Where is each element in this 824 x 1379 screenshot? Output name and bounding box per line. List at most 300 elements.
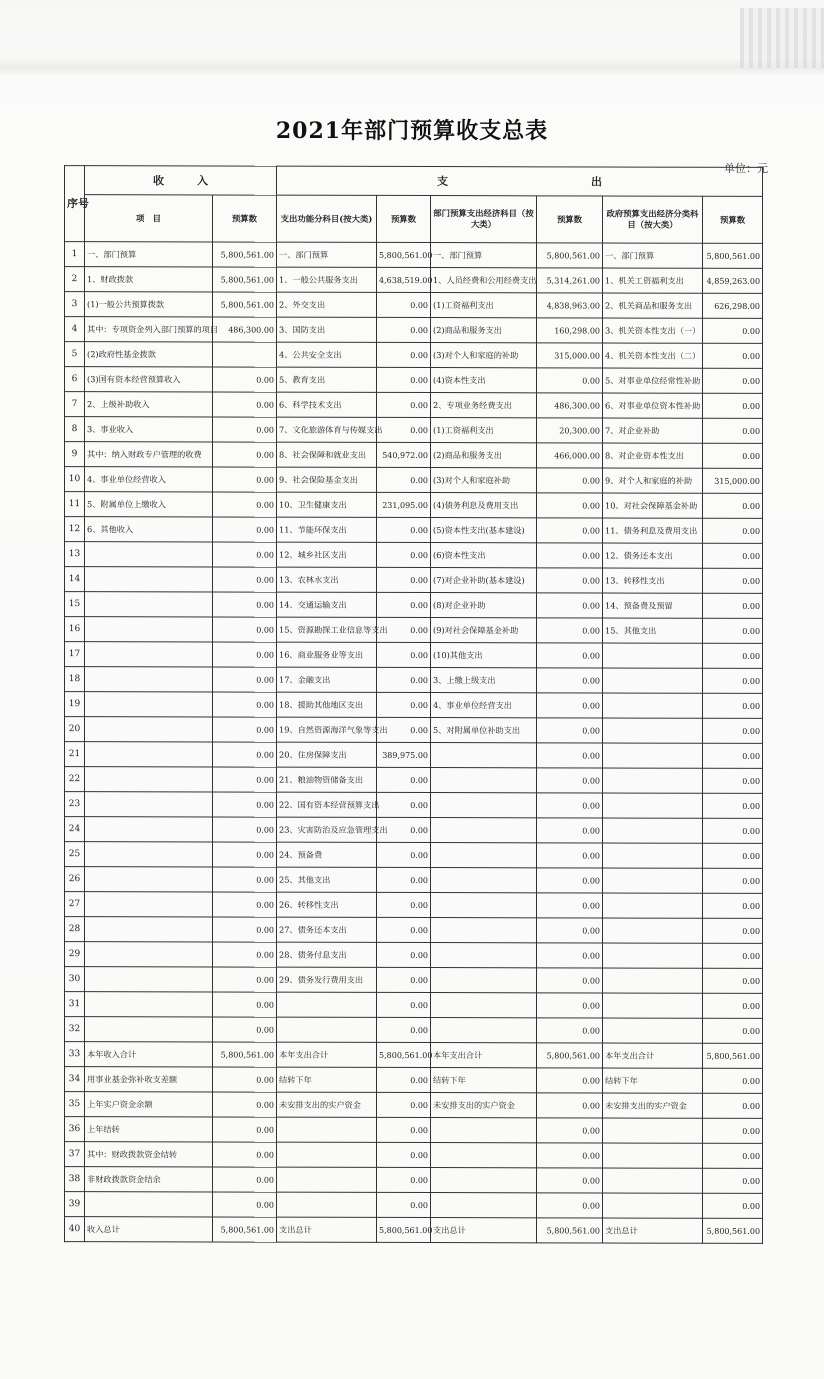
income-amount: 0.00 [213, 867, 277, 892]
func-class-amount: 0.00 [377, 342, 431, 367]
table-row [65, 1042, 763, 1069]
gov-econ-amount: 5,800,561.00 [703, 243, 763, 268]
dept-econ-amount: 0.00 [537, 943, 603, 968]
gov-econ-item: 15、其他支出 [603, 618, 703, 643]
dept-econ-item [431, 868, 537, 893]
income-item [85, 992, 213, 1017]
gov-econ-item: 10、对社会保障基金补助 [603, 493, 703, 518]
income-amount [213, 342, 277, 367]
func-class-amount: 0.00 [377, 692, 431, 717]
income-amount: 0.00 [213, 567, 277, 592]
func-class-item: 3、国防支出 [277, 317, 377, 342]
func-class-item: 6、科学技术支出 [277, 392, 377, 417]
row-number: 19 [65, 692, 85, 717]
table-row [65, 892, 763, 919]
dept-econ-item [431, 1193, 537, 1218]
gov-econ-item: 1、机关工资福利支出 [603, 268, 703, 293]
row-number: 28 [65, 917, 85, 942]
dept-econ-amount: 0.00 [537, 668, 603, 693]
func-class-amount: 0.00 [377, 567, 431, 592]
func-class-item: 11、节能环保支出 [277, 517, 377, 542]
gov-econ-amount: 0.00 [703, 943, 763, 968]
income-amount: 0.00 [213, 1192, 277, 1217]
func-class-amount: 0.00 [377, 642, 431, 667]
income-item: 本年收入合计 [85, 1042, 213, 1067]
table-row [65, 417, 763, 444]
gov-econ-amount: 0.00 [703, 1093, 763, 1118]
func-class-item: 19、自然资源海洋气象等支出 [277, 717, 377, 742]
gov-econ-amount: 0.00 [703, 893, 763, 918]
func-class-amount: 0.00 [377, 817, 431, 842]
dept-econ-amount: 0.00 [537, 743, 603, 768]
gov-econ-amount: 0.00 [703, 443, 763, 468]
gov-econ-amount: 0.00 [703, 668, 763, 693]
row-number: 38 [65, 1167, 85, 1192]
func-class-item: 10、卫生健康支出 [277, 492, 377, 517]
gov-econ-item [603, 1193, 703, 1218]
table-row [65, 1192, 763, 1219]
table-row [65, 367, 763, 394]
dept-econ-item: 结转下年 [431, 1068, 537, 1093]
table-row [65, 1167, 763, 1194]
func-class-amount: 0.00 [377, 992, 431, 1017]
dept-econ-amount: 0.00 [537, 968, 603, 993]
table-row [65, 567, 763, 594]
income-item [85, 792, 213, 817]
dept-econ-item: (4)债务利息及费用支出 [431, 493, 537, 518]
dept-econ-item [431, 918, 537, 943]
gov-econ-item: 5、对事业单位经常性补助 [603, 368, 703, 393]
dept-econ-item [431, 1118, 537, 1143]
gov-econ-item [603, 643, 703, 668]
dept-econ-amount: 486,300.00 [537, 393, 603, 418]
dept-econ-item [431, 843, 537, 868]
dept-econ-amount: 5,800,561.00 [537, 1218, 603, 1243]
income-item [85, 567, 213, 592]
func-class-item [277, 1142, 377, 1167]
gov-econ-amount: 0.00 [703, 968, 763, 993]
dept-econ-item: 支出总计 [431, 1218, 537, 1243]
func-class-item: 20、住房保障支出 [277, 742, 377, 767]
gov-econ-amount: 0.00 [703, 543, 763, 568]
income-item: 收入总计 [85, 1217, 213, 1242]
income-item [85, 717, 213, 742]
income-item: (1)一般公共预算拨款 [85, 292, 213, 317]
table-row [65, 967, 763, 994]
income-item [85, 842, 213, 867]
row-number: 36 [65, 1117, 85, 1142]
dept-econ-item: (1)工资福利支出 [431, 418, 537, 443]
func-class-amount: 0.00 [377, 467, 431, 492]
row-number: 22 [65, 767, 85, 792]
dept-econ-item: (3)对个人和家庭补助 [431, 468, 537, 493]
func-class-amount: 540,972.00 [377, 442, 431, 467]
dept-econ-item: 3、上缴上级支出 [431, 668, 537, 693]
row-number: 6 [65, 367, 85, 392]
income-item [85, 667, 213, 692]
func-class-item: 9、社会保险基金支出 [277, 467, 377, 492]
gov-econ-amount: 626,298.00 [703, 293, 763, 318]
table-row [65, 1217, 763, 1244]
table-row [65, 517, 763, 544]
row-number: 31 [65, 992, 85, 1017]
row-number: 24 [65, 817, 85, 842]
gov-econ-item [603, 943, 703, 968]
gov-econ-amount: 0.00 [703, 1143, 763, 1168]
row-number: 37 [65, 1142, 85, 1167]
table-row [65, 1142, 763, 1169]
func-class-amount: 0.00 [377, 517, 431, 542]
gov-econ-amount: 0.00 [703, 1118, 763, 1143]
dept-econ-amount: 0.00 [537, 543, 603, 568]
income-amount: 0.00 [213, 1067, 277, 1092]
income-amount: 0.00 [213, 592, 277, 617]
dept-econ-item [431, 743, 537, 768]
func-class-amount: 0.00 [377, 942, 431, 967]
income-amount: 0.00 [213, 517, 277, 542]
income-amount: 0.00 [213, 892, 277, 917]
income-amount: 0.00 [213, 1117, 277, 1142]
header-income-amount: 预算数 [213, 195, 277, 242]
func-class-amount: 0.00 [377, 967, 431, 992]
gov-econ-amount: 0.00 [703, 868, 763, 893]
row-number: 5 [65, 342, 85, 367]
gov-econ-amount: 0.00 [703, 718, 763, 743]
income-amount: 5,800,561.00 [213, 1217, 277, 1242]
header-dept-amount: 预算数 [537, 196, 603, 243]
income-item [85, 917, 213, 942]
func-class-item: 2、外交支出 [277, 292, 377, 317]
gov-econ-amount: 0.00 [703, 493, 763, 518]
income-amount: 0.00 [213, 417, 277, 442]
header-row-1 [65, 166, 763, 197]
gov-econ-amount: 0.00 [703, 793, 763, 818]
header-item: 项 目 [85, 195, 213, 242]
row-number: 11 [65, 492, 85, 517]
dept-econ-amount: 0.00 [537, 493, 603, 518]
dept-econ-item [431, 893, 537, 918]
func-class-item: 14、交通运输支出 [277, 592, 377, 617]
income-item: 上年结转 [85, 1117, 213, 1142]
table-row [65, 642, 763, 669]
func-class-item: 1、一般公共服务支出 [277, 267, 377, 292]
gov-econ-amount: 5,800,561.00 [703, 1218, 763, 1243]
dept-econ-amount: 0.00 [537, 1093, 603, 1118]
income-amount: 0.00 [213, 917, 277, 942]
table-row [65, 467, 763, 494]
income-item [85, 967, 213, 992]
header-seq: 序号 [65, 166, 85, 242]
row-number: 17 [65, 642, 85, 667]
func-class-amount: 0.00 [377, 542, 431, 567]
table-row [65, 292, 763, 319]
gov-econ-item: 14、预备费及预留 [603, 593, 703, 618]
income-item: (2)政府性基金拨款 [85, 342, 213, 367]
gov-econ-amount: 0.00 [703, 568, 763, 593]
func-class-item: 8、社会保障和就业支出 [277, 442, 377, 467]
dept-econ-item: 本年支出合计 [431, 1043, 537, 1068]
table-row [65, 592, 763, 619]
func-class-item: 26、转移性支出 [277, 892, 377, 917]
gov-econ-item [603, 693, 703, 718]
row-number: 27 [65, 892, 85, 917]
table-row [65, 542, 763, 569]
dept-econ-item: (8)对企业补助 [431, 593, 537, 618]
dept-econ-amount: 0.00 [537, 1143, 603, 1168]
func-class-item: 16、商业服务业等支出 [277, 642, 377, 667]
dept-econ-amount: 466,000.00 [537, 443, 603, 468]
dept-econ-item: 5、对附属单位补助支出 [431, 718, 537, 743]
row-number: 9 [65, 442, 85, 467]
dept-econ-item [431, 1018, 537, 1043]
table-row [65, 742, 763, 769]
gov-econ-amount: 0.00 [703, 768, 763, 793]
row-number: 23 [65, 792, 85, 817]
income-item [85, 817, 213, 842]
func-class-item: 支出总计 [277, 1217, 377, 1242]
gov-econ-item [603, 843, 703, 868]
dept-econ-amount: 5,314,261.00 [537, 268, 603, 293]
func-class-item: 17、金融支出 [277, 667, 377, 692]
dept-econ-item: (5)资本性支出(基本建设) [431, 518, 537, 543]
func-class-amount: 0.00 [377, 917, 431, 942]
func-class-amount: 5,800,561.00 [377, 242, 431, 267]
gov-econ-item [603, 993, 703, 1018]
row-number: 18 [65, 667, 85, 692]
income-amount: 0.00 [213, 817, 277, 842]
income-amount: 0.00 [213, 542, 277, 567]
income-item: 5、附属单位上缴收入 [85, 492, 213, 517]
gov-econ-item [603, 893, 703, 918]
income-item [85, 892, 213, 917]
row-number: 3 [65, 292, 85, 317]
table-row [65, 1117, 763, 1144]
dept-econ-item [431, 793, 537, 818]
income-item [85, 617, 213, 642]
row-number: 35 [65, 1092, 85, 1117]
row-number: 26 [65, 867, 85, 892]
dept-econ-item: 一、部门预算 [431, 243, 537, 268]
dept-econ-amount: 0.00 [537, 1193, 603, 1218]
gov-econ-amount: 0.00 [703, 643, 763, 668]
row-number: 32 [65, 1017, 85, 1042]
income-amount: 486,300.00 [213, 317, 277, 342]
gov-econ-amount: 0.00 [703, 518, 763, 543]
gov-econ-amount: 0.00 [703, 343, 763, 368]
row-number: 40 [65, 1217, 85, 1242]
dept-econ-amount: 0.00 [537, 368, 603, 393]
row-number: 4 [65, 317, 85, 342]
gov-econ-amount: 315,000.00 [703, 468, 763, 493]
dept-econ-amount: 0.00 [537, 1068, 603, 1093]
gov-econ-item [603, 1018, 703, 1043]
dept-econ-amount: 0.00 [537, 518, 603, 543]
func-class-amount: 0.00 [377, 1067, 431, 1092]
income-item [85, 692, 213, 717]
gov-econ-item: 2、机关商品和服务支出 [603, 293, 703, 318]
table-row [65, 617, 763, 644]
dept-econ-amount: 0.00 [537, 468, 603, 493]
dept-econ-item: (4)资本性支出 [431, 368, 537, 393]
gov-econ-amount: 0.00 [703, 593, 763, 618]
row-number: 8 [65, 417, 85, 442]
func-class-item [277, 992, 377, 1017]
gov-econ-amount: 4,859,263.00 [703, 268, 763, 293]
gov-econ-amount: 0.00 [703, 693, 763, 718]
gov-econ-item [603, 1118, 703, 1143]
row-number: 2 [65, 267, 85, 292]
gov-econ-amount: 0.00 [703, 1068, 763, 1093]
income-item [85, 867, 213, 892]
gov-econ-item [603, 718, 703, 743]
func-class-amount: 4,638,519.00 [377, 267, 431, 292]
income-item [85, 642, 213, 667]
income-amount: 0.00 [213, 467, 277, 492]
gov-econ-item [603, 668, 703, 693]
table-row [65, 917, 763, 944]
header-dept-econ: 部门预算支出经济科目（按大类） [431, 196, 537, 243]
func-class-item: 23、灾害防治及应急管理支出 [277, 817, 377, 842]
dept-econ-amount: 0.00 [537, 1018, 603, 1043]
income-item: 6、其他收入 [85, 517, 213, 542]
gov-econ-amount: 0.00 [703, 318, 763, 343]
budget-summary-table [64, 165, 763, 1244]
dept-econ-amount: 0.00 [537, 568, 603, 593]
income-item [85, 542, 213, 567]
gov-econ-amount: 0.00 [703, 818, 763, 843]
gov-econ-item: 13、转移性支出 [603, 568, 703, 593]
dept-econ-item: (2)商品和服务支出 [431, 443, 537, 468]
row-number: 39 [65, 1192, 85, 1217]
table-row [65, 867, 763, 894]
func-class-amount: 0.00 [377, 767, 431, 792]
func-class-item: 25、其他支出 [277, 867, 377, 892]
table-row [65, 492, 763, 519]
dept-econ-item: 2、专项业务经费支出 [431, 393, 537, 418]
func-class-amount: 389,975.00 [377, 742, 431, 767]
gov-econ-item [603, 918, 703, 943]
dept-econ-amount: 0.00 [537, 918, 603, 943]
income-amount: 0.00 [213, 842, 277, 867]
income-amount: 0.00 [213, 1092, 277, 1117]
table-row [65, 392, 763, 419]
income-amount: 0.00 [213, 792, 277, 817]
gov-econ-item: 8、对企业资本性支出 [603, 443, 703, 468]
func-class-item: 22、国有资本经营预算支出 [277, 792, 377, 817]
table-row [65, 992, 763, 1019]
func-class-item: 24、预备费 [277, 842, 377, 867]
income-item: 一、部门预算 [85, 242, 213, 267]
func-class-amount: 0.00 [377, 667, 431, 692]
func-class-amount: 0.00 [377, 617, 431, 642]
gov-econ-amount: 0.00 [703, 843, 763, 868]
header-income: 收 入 [85, 166, 277, 196]
income-amount: 0.00 [213, 1167, 277, 1192]
dept-econ-item [431, 1143, 537, 1168]
func-class-amount: 0.00 [377, 1192, 431, 1217]
func-class-item [277, 1017, 377, 1042]
table-row [65, 717, 763, 744]
gov-econ-item: 11、债务利息及费用支出 [603, 518, 703, 543]
dept-econ-amount: 0.00 [537, 643, 603, 668]
table-row [65, 1067, 763, 1094]
dept-econ-amount: 0.00 [537, 718, 603, 743]
page-fold-shadow [0, 58, 824, 76]
gov-econ-item: 12、债务还本支出 [603, 543, 703, 568]
table-row [65, 942, 763, 969]
dept-econ-item [431, 968, 537, 993]
dept-econ-amount: 0.00 [537, 693, 603, 718]
dept-econ-item: (10)其他支出 [431, 643, 537, 668]
row-number: 10 [65, 467, 85, 492]
row-number: 1 [65, 242, 85, 267]
table-row [65, 817, 763, 844]
gov-econ-item [603, 793, 703, 818]
dept-econ-item [431, 993, 537, 1018]
gov-econ-item: 9、对个人和家庭的补助 [603, 468, 703, 493]
row-number: 21 [65, 742, 85, 767]
func-class-amount: 0.00 [377, 1167, 431, 1192]
table-row [65, 842, 763, 869]
header-gov-econ: 政府预算支出经济分类科目（按大类） [603, 196, 703, 243]
dept-econ-amount: 0.00 [537, 818, 603, 843]
gov-econ-item [603, 1143, 703, 1168]
income-item: 上年实户资金余额 [85, 1092, 213, 1117]
func-class-amount: 0.00 [377, 367, 431, 392]
income-item: 用事业基金弥补收支差额 [85, 1067, 213, 1092]
dept-econ-item [431, 943, 537, 968]
income-item: 其中：专项资金列入部门预算的项目 [85, 317, 213, 342]
dept-econ-item: (6)资本性支出 [431, 543, 537, 568]
func-class-amount: 0.00 [377, 317, 431, 342]
income-amount: 0.00 [213, 967, 277, 992]
dept-econ-amount: 0.00 [537, 993, 603, 1018]
income-amount: 0.00 [213, 617, 277, 642]
func-class-amount: 5,800,561.00 [377, 1042, 431, 1067]
dept-econ-item: 1、人员经费和公用经费支出 [431, 268, 537, 293]
gov-econ-amount: 0.00 [703, 918, 763, 943]
row-number: 7 [65, 392, 85, 417]
header-func-class: 支出功能分科目(按大类) [277, 195, 377, 242]
row-number: 13 [65, 542, 85, 567]
dept-econ-amount: 0.00 [537, 618, 603, 643]
func-class-item [277, 1117, 377, 1142]
func-class-item: 4、公共安全支出 [277, 342, 377, 367]
func-class-amount: 0.00 [377, 1092, 431, 1117]
func-class-amount: 0.00 [377, 1017, 431, 1042]
dept-econ-amount: 4,838,963.00 [537, 293, 603, 318]
table-row [65, 342, 763, 369]
gov-econ-item [603, 968, 703, 993]
func-class-item: 18、援助其他地区支出 [277, 692, 377, 717]
income-amount: 5,800,561.00 [213, 1042, 277, 1067]
income-amount: 5,800,561.00 [213, 292, 277, 317]
func-class-item: 12、城乡社区支出 [277, 542, 377, 567]
gov-econ-item [603, 1168, 703, 1193]
gov-econ-amount: 0.00 [703, 1168, 763, 1193]
header-row-2 [65, 195, 763, 244]
row-number: 14 [65, 567, 85, 592]
dept-econ-item: 4、事业单位经营支出 [431, 693, 537, 718]
func-class-amount: 0.00 [377, 592, 431, 617]
func-class-amount: 0.00 [377, 1117, 431, 1142]
func-class-item [277, 1167, 377, 1192]
income-amount: 0.00 [213, 367, 277, 392]
func-class-amount: 0.00 [377, 417, 431, 442]
dept-econ-item [431, 1168, 537, 1193]
gov-econ-amount: 0.00 [703, 743, 763, 768]
income-amount: 0.00 [213, 642, 277, 667]
